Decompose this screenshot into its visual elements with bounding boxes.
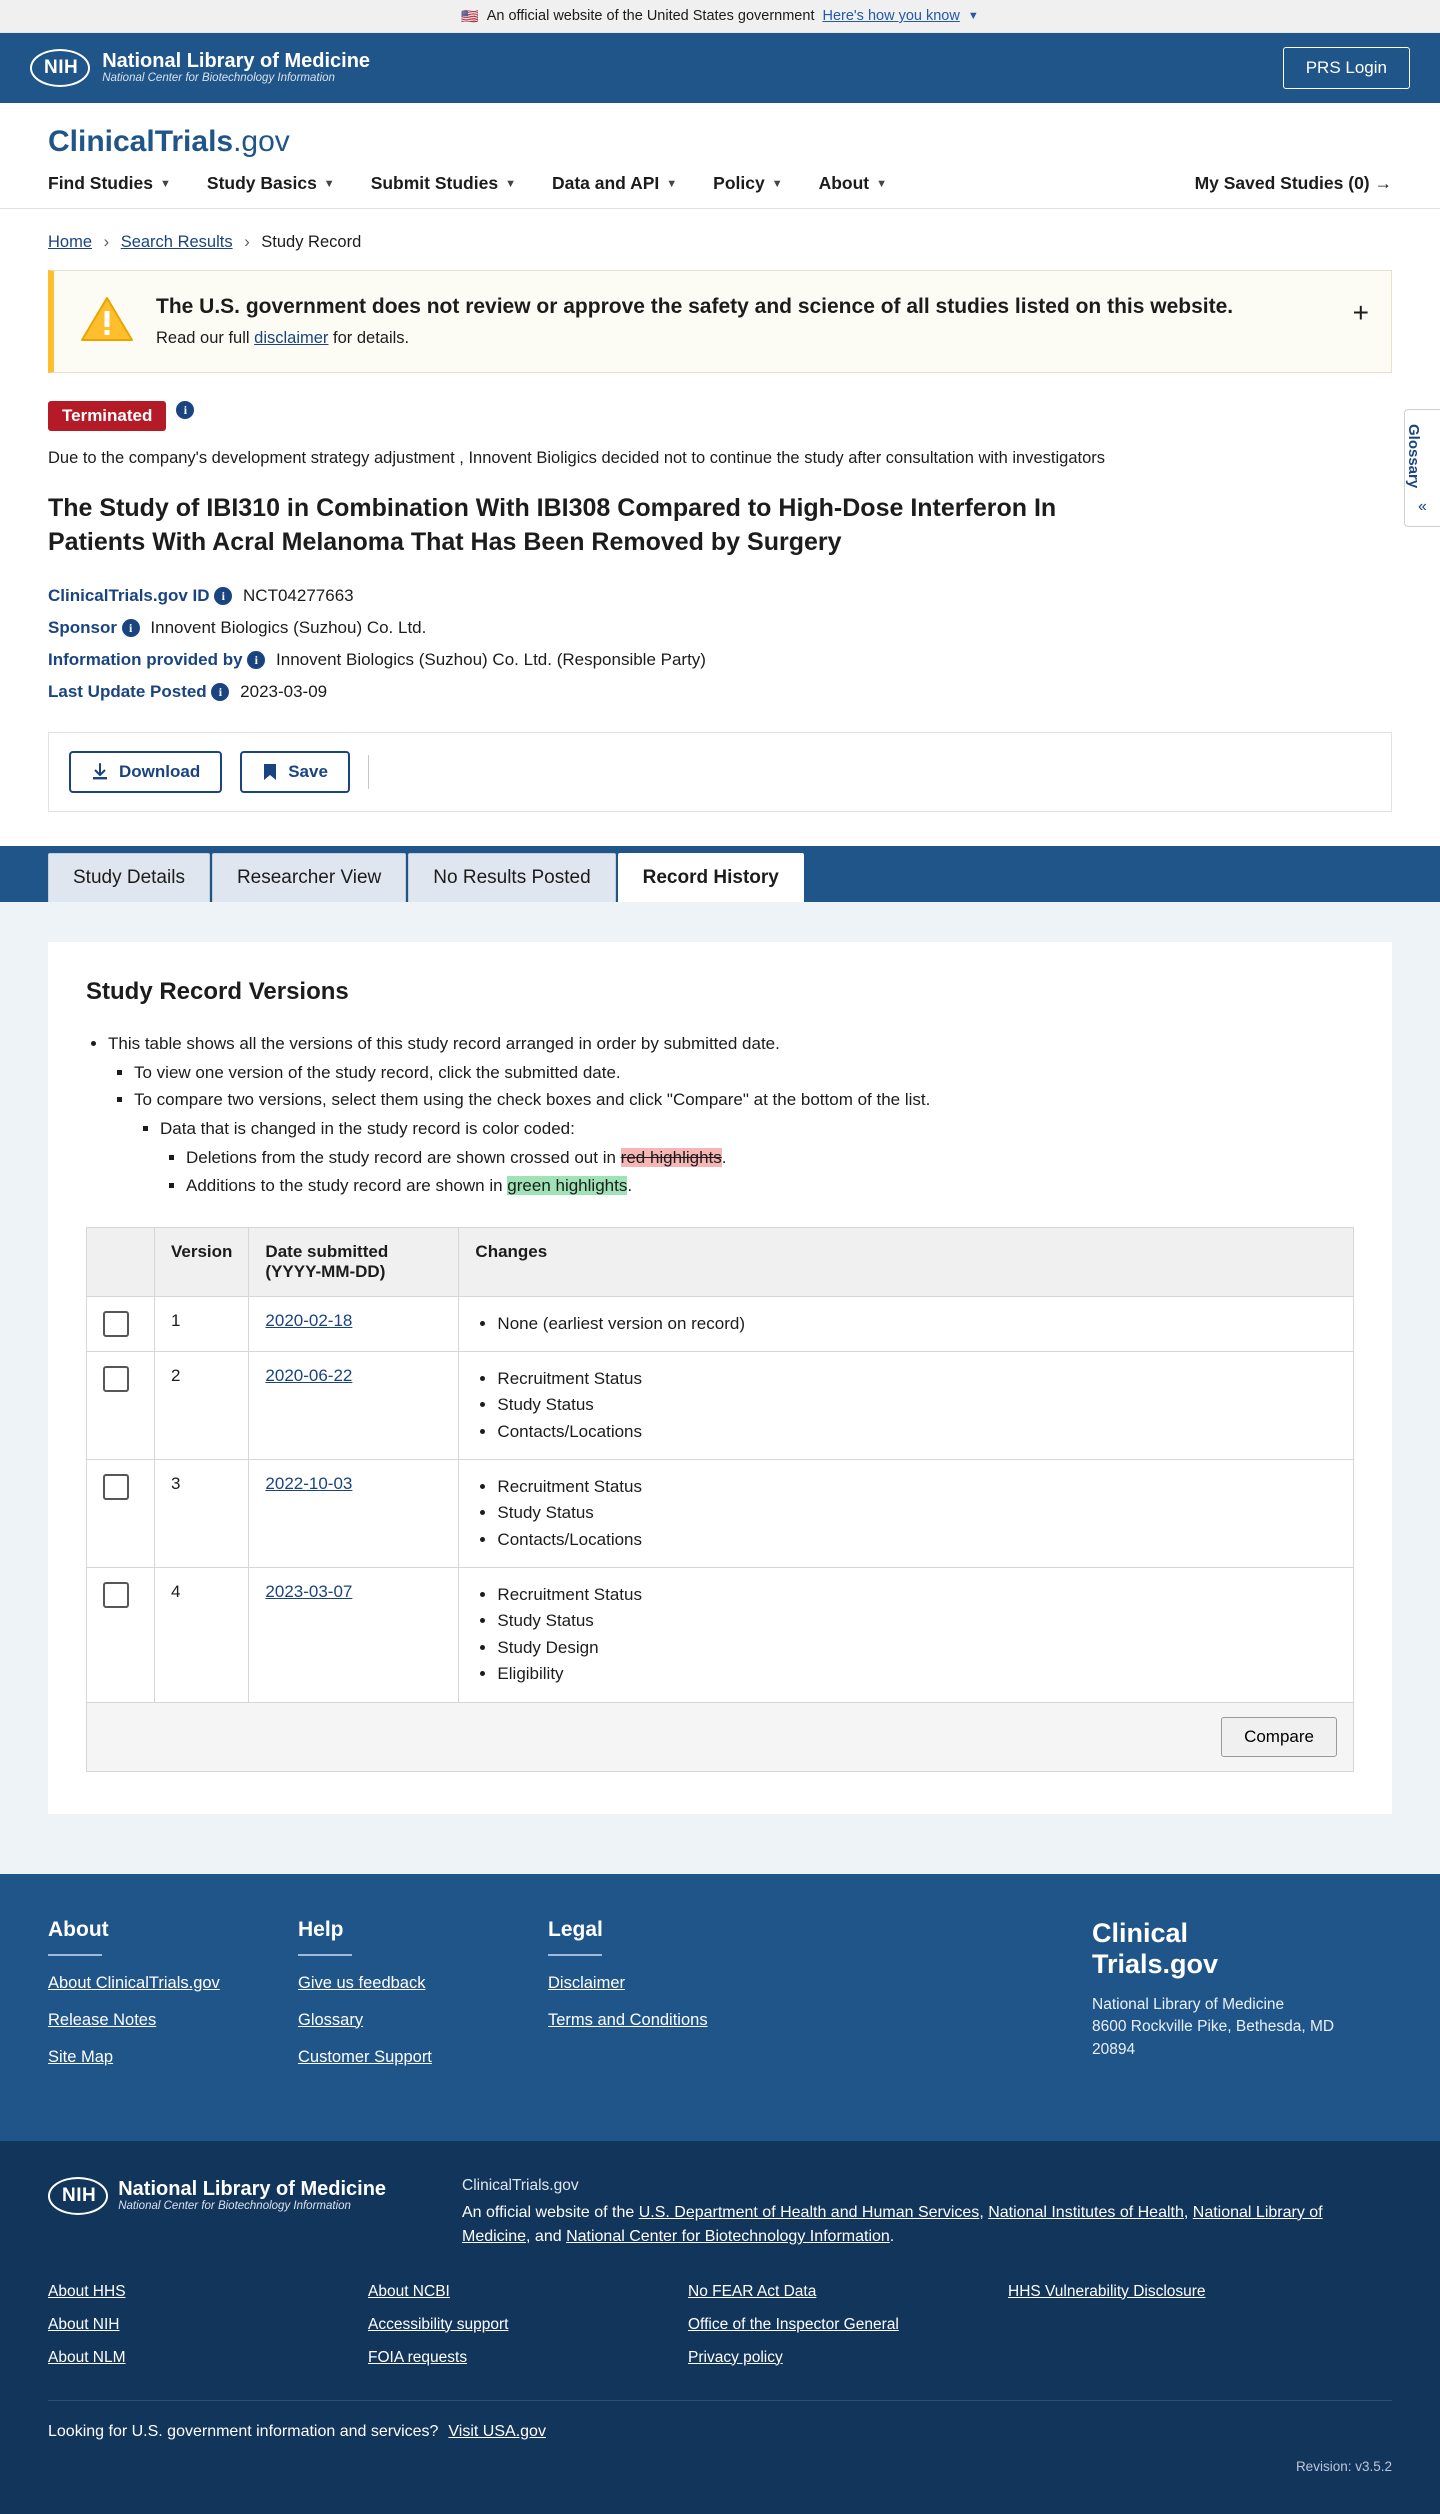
chevron-down-icon: ▼	[876, 177, 888, 190]
official-prefix: An official website of the	[462, 2203, 639, 2221]
footer-column-title: About	[48, 1917, 109, 1941]
link-hhs-vulnerability-disclosure[interactable]: HHS Vulnerability Disclosure	[1008, 2282, 1206, 2300]
row-changes	[459, 1460, 1354, 1568]
meta-information-provided-by	[48, 650, 1392, 670]
compare-cell	[87, 1702, 1354, 1771]
tab-bar	[0, 846, 1440, 902]
nih-title: National Library of Medicine	[102, 50, 371, 73]
header-date-label: Date submitted	[265, 1241, 389, 1261]
nav-item-about[interactable]	[819, 173, 887, 194]
breadcrumb-search-results[interactable]: Search Results	[120, 233, 233, 251]
gov-footer-nih-logo[interactable]	[48, 2177, 428, 2215]
change-item: • Study Status	[497, 1392, 1337, 1418]
link-privacy-policy[interactable]: Privacy policy	[688, 2348, 783, 2366]
status-reason-text: Due to the company's development strategy adjustment , Innovent Bioligics decided not to continue the study after consultation with investigators	[48, 449, 1106, 467]
footer-column-help	[298, 1918, 548, 2085]
info-icon[interactable]: i	[247, 651, 265, 669]
deletions-legend	[186, 1144, 1354, 1171]
version-checkbox[interactable]	[103, 1582, 129, 1608]
change-item: • Contacts/Locations	[497, 1527, 1337, 1553]
nav-label: Submit Studies	[370, 173, 499, 193]
tab-study-details[interactable]: Study Details	[48, 853, 210, 902]
nih-mark-icon: NIH	[30, 49, 90, 87]
disclaimer-title: The U.S. government does not review or approve the safety and science of all studies listed on this website.	[156, 295, 1234, 318]
nav-label: Policy	[713, 173, 765, 193]
breadcrumb	[0, 209, 1440, 270]
deletions-highlight-sample: red highlights	[620, 1148, 722, 1168]
version-checkbox[interactable]	[103, 1311, 129, 1337]
row-checkbox-cell	[87, 1568, 155, 1702]
gov-footer-links	[48, 2283, 1392, 2382]
row-date	[249, 1352, 459, 1460]
info-icon[interactable]: i	[176, 401, 194, 419]
breadcrumb-home[interactable]: Home	[48, 233, 93, 251]
versions-table	[86, 1227, 1354, 1772]
meta-value: 2023-03-09	[240, 681, 328, 701]
chevron-down-icon: ▼	[771, 177, 783, 190]
link-nih[interactable]: National Institutes of Health	[988, 2203, 1184, 2221]
nih-mark-icon: NIH	[48, 2177, 108, 2215]
row-changes	[459, 1296, 1354, 1351]
gov-banner	[0, 0, 1440, 33]
footer-address-line2: 8600 Rockville Pike, Bethesda, MD	[1092, 2018, 1335, 2036]
info-icon[interactable]: i	[214, 587, 232, 605]
nih-subtitle: National Center for Biotechnology Information	[118, 2199, 351, 2212]
site-brand[interactable]	[48, 125, 1392, 159]
chevron-down-icon: ▼	[505, 177, 516, 190]
meta-label: Last Update Posted	[48, 681, 207, 701]
status-row	[48, 401, 1392, 431]
save-button-label: Save	[288, 761, 328, 781]
footer-column-about	[48, 1918, 298, 2085]
meta-nct-id	[48, 586, 1392, 606]
footer-column-legal	[548, 1918, 798, 2085]
meta-value: Innovent Biologics (Suzhou) Co. Ltd. (Responsible Party)	[276, 649, 706, 669]
nih-header	[0, 33, 1440, 103]
bookmark-icon	[262, 763, 278, 781]
table-row	[87, 1352, 1354, 1460]
download-icon	[91, 763, 109, 781]
change-item: • None (earliest version on record)	[497, 1311, 1337, 1337]
version-date-link[interactable]: 2020-06-22	[265, 1366, 353, 1386]
study-record-header	[0, 270, 1440, 812]
header-version: Version	[155, 1227, 249, 1296]
gov-footer-official-text: An official website of the U.S. Department of Health and Human Services, National Institutes of Health, National Library of Medicine, and National Center for Biotechnology Information.	[462, 2203, 1323, 2245]
table-row	[87, 1460, 1354, 1568]
row-changes	[459, 1352, 1354, 1460]
disclaimer-link[interactable]: disclaimer	[254, 329, 329, 347]
nav-label: Find Studies	[48, 173, 153, 193]
my-saved-studies-link[interactable]: My Saved Studies (0) →	[1194, 173, 1392, 193]
link-ncbi[interactable]: National Center for Biotechnology Information	[566, 2227, 890, 2245]
compare-button[interactable]: Compare	[1221, 1717, 1337, 1757]
footer-rule	[298, 1954, 352, 1956]
header-changes: Changes	[459, 1227, 1354, 1296]
link-about-hhs[interactable]: About HHS	[48, 2282, 126, 2300]
link-about-ncbi[interactable]: About NCBI	[368, 2282, 450, 2300]
change-item: • Contacts/Locations	[497, 1419, 1337, 1445]
breadcrumb-separator: ›	[244, 233, 250, 251]
footer-column-title: Legal	[548, 1917, 603, 1941]
intro-bullet: ▪ To compare two versions, select them using the check boxes and click "Compare" at the bottom of the list.	[134, 1086, 1354, 1113]
nav-label: About	[818, 173, 870, 193]
footer-link-release-notes[interactable]: Release Notes	[48, 2010, 157, 2029]
table-row	[87, 1296, 1354, 1351]
link-hhs[interactable]: U.S. Department of Health and Human Services	[638, 2203, 980, 2221]
footer-brand	[1092, 1918, 1392, 2085]
change-item: • Recruitment Status	[497, 1366, 1337, 1392]
breadcrumb-current: Study Record	[261, 233, 362, 251]
deletions-suffix: .	[721, 1148, 727, 1168]
tab-record-history[interactable]: Record History	[618, 853, 804, 902]
link-foia-requests[interactable]: FOIA requests	[368, 2348, 468, 2366]
gov-footer-site-name: ClinicalTrials.gov	[462, 2176, 579, 2194]
footer-link-site-map[interactable]: Site Map	[48, 2047, 114, 2066]
version-checkbox[interactable]	[103, 1474, 129, 1500]
additions-suffix: .	[627, 1175, 633, 1195]
site-brand-suffix: .gov	[233, 125, 290, 158]
gov-footer-col-4	[1008, 2283, 1328, 2382]
breadcrumb-separator: ›	[103, 233, 110, 251]
action-bar	[48, 732, 1392, 812]
meta-value: Innovent Biologics (Suzhou) Co. Ltd.	[150, 617, 427, 637]
nav-item-policy[interactable]	[713, 173, 782, 194]
record-history-panel	[48, 942, 1392, 1814]
table-footer-row	[87, 1702, 1354, 1771]
disclaimer-sub-suffix: for details.	[328, 329, 410, 347]
footer-link-customer-support[interactable]: Customer Support	[298, 2047, 432, 2066]
nav-item-submit-studies[interactable]	[371, 173, 516, 194]
page-body	[0, 902, 1440, 1874]
footer-brand-line2: Trials.gov	[1092, 1948, 1219, 1979]
intro-bullet: • This table shows all the versions of this study record arranged in order by submitted date.	[108, 1030, 1354, 1057]
header-date-format: (YYYY-MM-DD)	[265, 1261, 386, 1281]
download-button[interactable]	[69, 751, 222, 793]
footer-brand-line1: Clinical	[1092, 1917, 1189, 1948]
change-item: • Study Status	[497, 1608, 1337, 1634]
version-checkbox[interactable]	[103, 1366, 129, 1392]
header-checkbox	[87, 1227, 155, 1296]
download-button-label: Download	[119, 761, 201, 781]
site-brand-primary: ClinicalTrials	[48, 125, 234, 158]
additions-prefix: Additions to the study record are shown in	[186, 1175, 508, 1195]
glossary-tab[interactable]	[1404, 409, 1440, 527]
link-inspector-general[interactable]: Office of the Inspector General	[688, 2315, 899, 2333]
nav-item-study-basics[interactable]	[207, 173, 335, 194]
footer-rule	[48, 1954, 102, 1956]
gov-banner-text: An official website of the United States government	[486, 8, 815, 24]
footer-link-about-clinicaltrials[interactable]: About ClinicalTrials.gov	[48, 1973, 220, 1992]
change-item: • Study Status	[497, 1500, 1337, 1526]
meta-last-update-posted	[48, 682, 1392, 702]
row-version: 3	[155, 1460, 249, 1568]
gov-footer-col-3	[688, 2283, 1008, 2382]
footer-link-disclaimer[interactable]: Disclaimer	[548, 1973, 626, 1992]
color-code-intro: ▪ Data that is changed in the study record is color coded:	[160, 1115, 1354, 1142]
row-date	[249, 1460, 459, 1568]
link-about-nih[interactable]: About NIH	[48, 2315, 120, 2333]
tab-no-results-posted[interactable]: No Results Posted	[408, 853, 615, 902]
meta-sponsor	[48, 618, 1392, 638]
additions-highlight-sample: green highlights	[507, 1175, 628, 1195]
footer-brand-name	[1092, 1918, 1392, 1980]
version-date-link[interactable]: 2020-02-18	[265, 1310, 353, 1330]
usa-gov-link[interactable]: Visit USA.gov	[448, 2422, 546, 2440]
action-divider	[368, 755, 369, 789]
row-date	[249, 1296, 459, 1351]
link-accessibility-support[interactable]: Accessibility support	[368, 2315, 509, 2333]
intro-bullet: ▪ To view one version of the study record, click the submitted date.	[134, 1059, 1354, 1086]
nav-label: Data and API	[551, 173, 660, 193]
row-version: 2	[155, 1352, 249, 1460]
footer-link-terms[interactable]: Terms and Conditions	[548, 2010, 708, 2029]
header-date-submitted	[249, 1227, 459, 1296]
row-changes	[459, 1568, 1354, 1702]
primary-nav	[48, 173, 1392, 208]
gov-footer	[0, 2141, 1440, 2514]
disclaimer-sub-prefix: Read our full	[156, 329, 255, 347]
footer-link-give-feedback[interactable]: Give us feedback	[298, 1973, 426, 1992]
meta-label: Sponsor	[48, 617, 117, 637]
meta-value: NCT04277663	[243, 585, 354, 605]
info-icon[interactable]: i	[211, 683, 229, 701]
footer-address-line1: National Library of Medicine	[1092, 1995, 1285, 2013]
version-date-link[interactable]: 2022-10-03	[265, 1474, 353, 1494]
nav-item-find-studies[interactable]	[48, 173, 171, 194]
chevron-down-icon: ▼	[323, 177, 335, 190]
site-footer	[0, 1874, 1440, 2141]
info-icon[interactable]: i	[122, 619, 140, 637]
table-header-row	[87, 1227, 1354, 1296]
chevron-down-icon[interactable]: ▼	[967, 10, 979, 22]
meta-label: Information provided by	[48, 649, 243, 669]
nih-subtitle: National Center for Biotechnology Information	[102, 72, 335, 85]
glossary-tab-label: Glossary	[1405, 424, 1422, 489]
nih-logo[interactable]	[30, 49, 370, 87]
warning-icon	[80, 295, 134, 343]
collapse-left-icon: «	[1418, 498, 1427, 516]
version-date-link[interactable]: 2023-03-07	[265, 1582, 353, 1602]
disclaimer-expand-button[interactable]: +	[1352, 297, 1369, 328]
prs-login-button[interactable]: PRS Login	[1283, 47, 1410, 89]
link-about-nlm[interactable]: About NLM	[48, 2348, 126, 2366]
chevron-down-icon: ▼	[666, 177, 678, 190]
section-heading: Study Record Versions	[86, 977, 349, 1005]
nav-item-data-and-api[interactable]	[552, 173, 677, 194]
deletions-prefix: Deletions from the study record are shown crossed out in	[186, 1148, 621, 1168]
change-item: • Recruitment Status	[497, 1474, 1337, 1500]
tab-researcher-view[interactable]: Researcher View	[212, 853, 406, 902]
footer-rule	[548, 1954, 602, 1956]
link-nlm[interactable]: National Library of Medicine	[462, 2203, 1323, 2245]
footer-address	[1092, 1994, 1392, 2061]
row-checkbox-cell	[87, 1460, 155, 1568]
row-version: 1	[155, 1296, 249, 1351]
gov-footer-col-2	[368, 2283, 688, 2382]
gov-footer-col-1	[48, 2283, 368, 2382]
row-date	[249, 1568, 459, 1702]
meta-label: ClinicalTrials.gov ID	[48, 585, 210, 605]
revision-text: Revision: v3.5.2	[1295, 2458, 1392, 2474]
link-no-fear-act[interactable]: No FEAR Act Data	[688, 2282, 817, 2300]
row-checkbox-cell	[87, 1352, 155, 1460]
chevron-down-icon: ▼	[160, 177, 171, 190]
change-item: • Eligibility	[497, 1661, 1337, 1687]
usa-gov-prompt: Looking for U.S. government information and services?	[48, 2422, 439, 2440]
change-item: • Study Design	[497, 1635, 1337, 1661]
disclaimer-subtext	[156, 329, 1233, 348]
gov-footer-bottom	[48, 2400, 1392, 2441]
footer-column-title: Help	[298, 1917, 344, 1941]
disclaimer-banner	[48, 270, 1392, 373]
row-checkbox-cell	[87, 1296, 155, 1351]
save-button[interactable]	[240, 751, 350, 793]
record-history-intro	[86, 1030, 1354, 1199]
table-row	[87, 1568, 1354, 1702]
nih-title: National Library of Medicine	[118, 2177, 387, 2200]
us-flag-icon: 🇺🇸	[461, 8, 479, 24]
status-badge: Terminated	[48, 401, 166, 431]
additions-legend	[186, 1172, 1354, 1199]
nav-label: Study Basics	[206, 173, 317, 193]
site-header	[0, 103, 1440, 209]
page-title: The Study of IBI310 in Combination With IBI308 Compared to High-Dose Interferon In Patients With Acral Melanoma That Has Been Removed by Surgery	[48, 494, 1057, 556]
how-you-know-link[interactable]: Here's how you know	[822, 8, 960, 24]
row-version: 4	[155, 1568, 249, 1702]
change-item: • Recruitment Status	[497, 1582, 1337, 1608]
footer-address-line3: 20894	[1092, 2040, 1136, 2058]
footer-link-glossary[interactable]: Glossary	[298, 2010, 364, 2029]
